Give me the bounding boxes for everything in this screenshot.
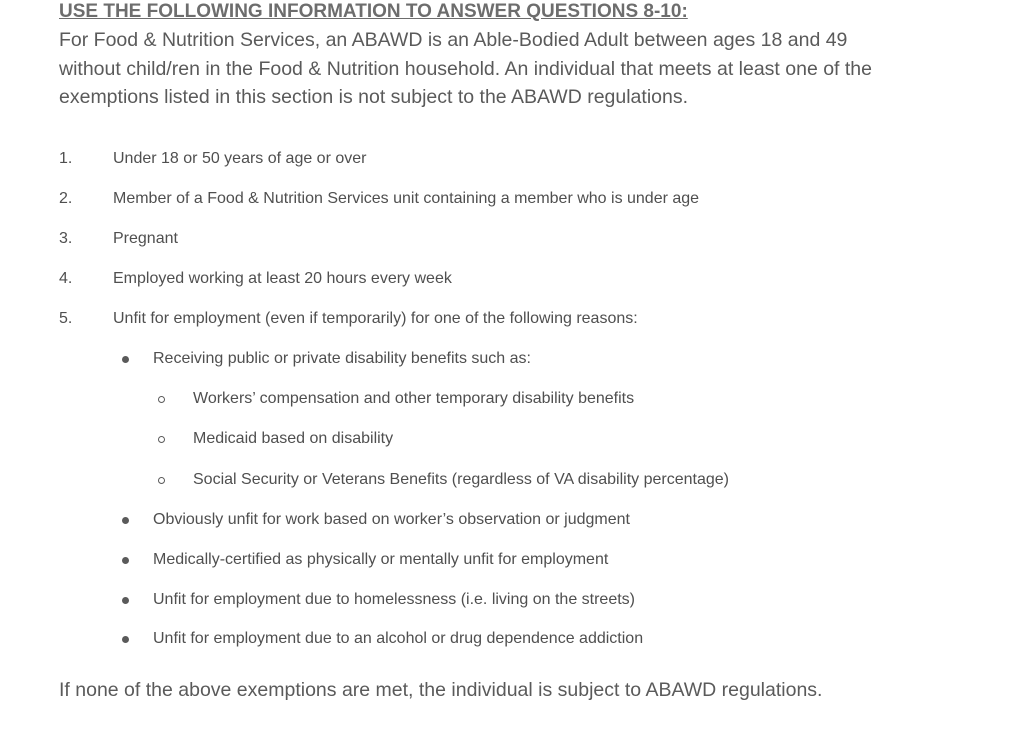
sub-bullet-text: Workers’ compensation and other temporary disability benefits: [193, 390, 635, 407]
sub-bullet-text: Medicaid based on disability: [193, 430, 394, 447]
footer-note: If none of the above exemptions are met, the individual is subject to ABAWD regulations.: [59, 679, 823, 701]
item-number: 4.: [59, 270, 73, 287]
bullet-text: Unfit for employment due to an alcohol or drug dependence addiction: [153, 630, 644, 647]
bullet-dot-icon: [122, 597, 129, 604]
bullet-dot-icon: [122, 636, 129, 643]
hollow-circle-icon: [158, 436, 165, 443]
bullet-text: Receiving public or private disability benefits such as:: [153, 350, 531, 367]
item-text: Under 18 or 50 years of age or over: [113, 150, 367, 167]
item-number: 3.: [59, 230, 73, 247]
bullet-dot-icon: [122, 557, 129, 564]
bullet-dot-icon: [122, 517, 129, 524]
item-text: Employed working at least 20 hours every week: [113, 270, 452, 287]
item-number: 5.: [59, 310, 73, 327]
sub-bullet-text: Social Security or Veterans Benefits (regardless of VA disability percentage): [193, 471, 729, 488]
bullet-dot-icon: [122, 356, 129, 363]
hollow-circle-icon: [158, 477, 165, 484]
item-text: Member of a Food & Nutrition Services unit containing a member who is under age: [113, 190, 700, 207]
bullet-text: Obviously unfit for work based on worker’s observation or judgment: [153, 511, 630, 528]
bullet-text: Medically-certified as physically or mentally unfit for employment: [153, 551, 609, 568]
item-text: Unfit for employment (even if temporarily) for one of the following reasons:: [113, 310, 638, 327]
intro-line: For Food & Nutrition Services, an ABAWD is an Able-Bodied Adult between ages 18 and 49: [59, 29, 848, 51]
item-text: Pregnant: [113, 230, 178, 247]
section-heading: USE THE FOLLOWING INFORMATION TO ANSWER QUESTIONS 8-10:: [59, 1, 688, 22]
item-number: 2.: [59, 190, 73, 207]
intro-paragraph: [59, 26, 959, 112]
intro-line: exemptions listed in this section is not subject to the ABAWD regulations.: [59, 86, 689, 108]
bullet-text: Unfit for employment due to homelessness (i.e. living on the streets): [153, 591, 635, 608]
item-number: 1.: [59, 150, 73, 167]
hollow-circle-icon: [158, 396, 165, 403]
intro-line: without child/ren in the Food & Nutrition household. An individual that meets at least one of the: [59, 57, 873, 80]
